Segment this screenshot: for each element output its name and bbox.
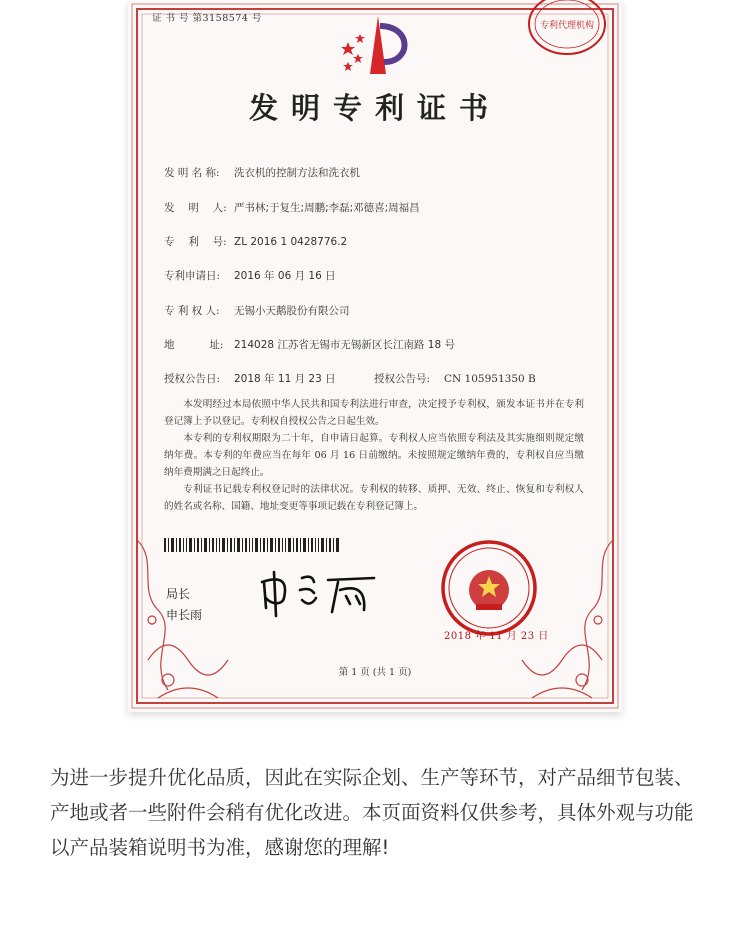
barcode [164,538,340,552]
certificate-paragraph: 本发明经过本局依照中华人民共和国专利法进行审查，决定授予专利权，颁发本证书并在专利登记簿上予以登记。专利权自授权公告之日起生效。 [164,399,584,427]
certificate-title: 发明专利证书 [248,91,501,125]
field-invention-name: 发 明 名 称: 洗衣机的控制方法和洗衣机 [164,167,360,179]
page-number: 第 1 页 (共 1 页) [338,667,412,678]
certificate-number: 证 书 号 第3158574 号 [152,13,262,24]
seal-date: 2018 年 11 月 23 日 [444,631,549,642]
director-name: 申长雨 [166,608,203,622]
agency-stamp-icon [524,0,610,60]
field-patent-number: 专 利 号: ZL 2016 1 0428776.2 [164,236,348,248]
director-title: 局长 [166,587,191,601]
certificate-paragraph: 本专利的专利权期限为二十年，自申请日起算。专利权人应当依照专利法及其实施细则规定缴纳年费。本专利的年费应当在每年 06 月 16 日前缴纳。未按照规定缴纳年费的，专利权自应当缴纳年费期满之日起终止。 [164,433,584,478]
certificate-paragraph: 专利证书记载专利权登记时的法律状况。专利权的转移、质押、无效、终止、恢复和专利权人的姓名或名称、国籍、地址变更等事项记载在专利登记簿上。 [164,484,584,512]
field-inventors: 发 明 人: 严书林;于复生;周鹏;李磊;邓德喜;周福昌 [164,202,420,214]
field-application-date: 专利申请日: 2016 年 06 月 16 日 [164,270,336,282]
notice-text: 为进一步提升优化品质，因此在实际企划、生产等环节，对产品细节包装、产地或者一些附件会稍有优化改进。本页面资料仅供参考，具体外观与功能以产品装箱说明书为准，感谢您的理解! [50,766,694,859]
patent-certificate [128,0,622,712]
patent-office-logo-icon [334,12,414,78]
svg-text:专利代理机构: 专利代理机构 [539,21,595,31]
field-patentee: 专 利 权 人: 无锡小天鹅股份有限公司 [164,305,350,317]
signature-icon [254,568,384,620]
field-announce-date: 授权公告日: 2018 年 11 月 23 日 [164,373,336,385]
field-announce-number: 授权公告号: CN 105951350 B [374,373,536,385]
field-address: 地 址: 214028 江苏省无锡市无锡新区长江南路 18 号 [164,339,455,351]
